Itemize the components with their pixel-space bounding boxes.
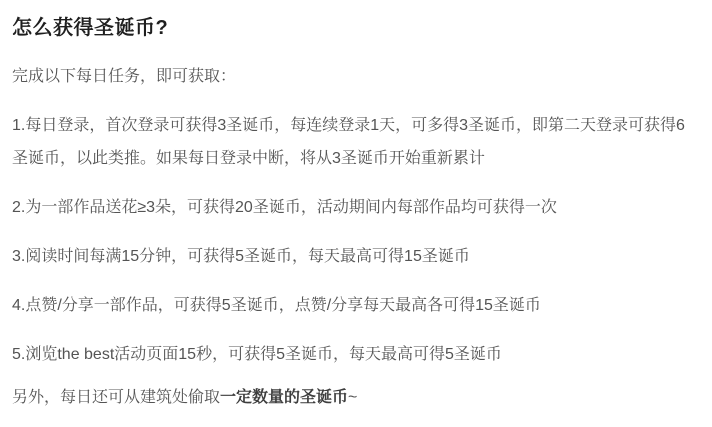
task-item-like-share: 4.点赞/分享一部作品，可获得5圣诞币，点赞/分享每天最高各可得15圣诞币 [12, 297, 541, 314]
task-item-daily-login: 1.每日登录，首次登录可获得3圣诞币，每连续登录1天，可多得3圣诞币，即第二天登录可获得6圣诞币，以此类推。如果每日登录中断，将从3圣诞币开始重新累计 [12, 117, 685, 167]
intro-text: 完成以下每日任务，即可获取： [12, 68, 237, 85]
footer-note-regular: 另外，每日还可从建筑处偷取 [12, 389, 221, 406]
footer-note [12, 381, 694, 414]
task-item-reading-time: 3.阅读时间每满15分钟，可获得5圣诞币，每天最高可得15圣诞币 [12, 248, 470, 265]
task-item-send-flowers: 2.为一部作品送花≥3朵，可获得20圣诞币，活动期间内每部作品均可获得一次 [12, 199, 557, 216]
footer-note-bold: 一定数量的圣诞币 [220, 389, 349, 406]
footer-note-suffix: ~ [348, 389, 358, 406]
page-title: 怎么获得圣诞币? [12, 17, 169, 39]
task-item-browse-event: 5.浏览the best活动页面15秒，可获得5圣诞币，每天最高可得5圣诞币 [12, 346, 502, 363]
